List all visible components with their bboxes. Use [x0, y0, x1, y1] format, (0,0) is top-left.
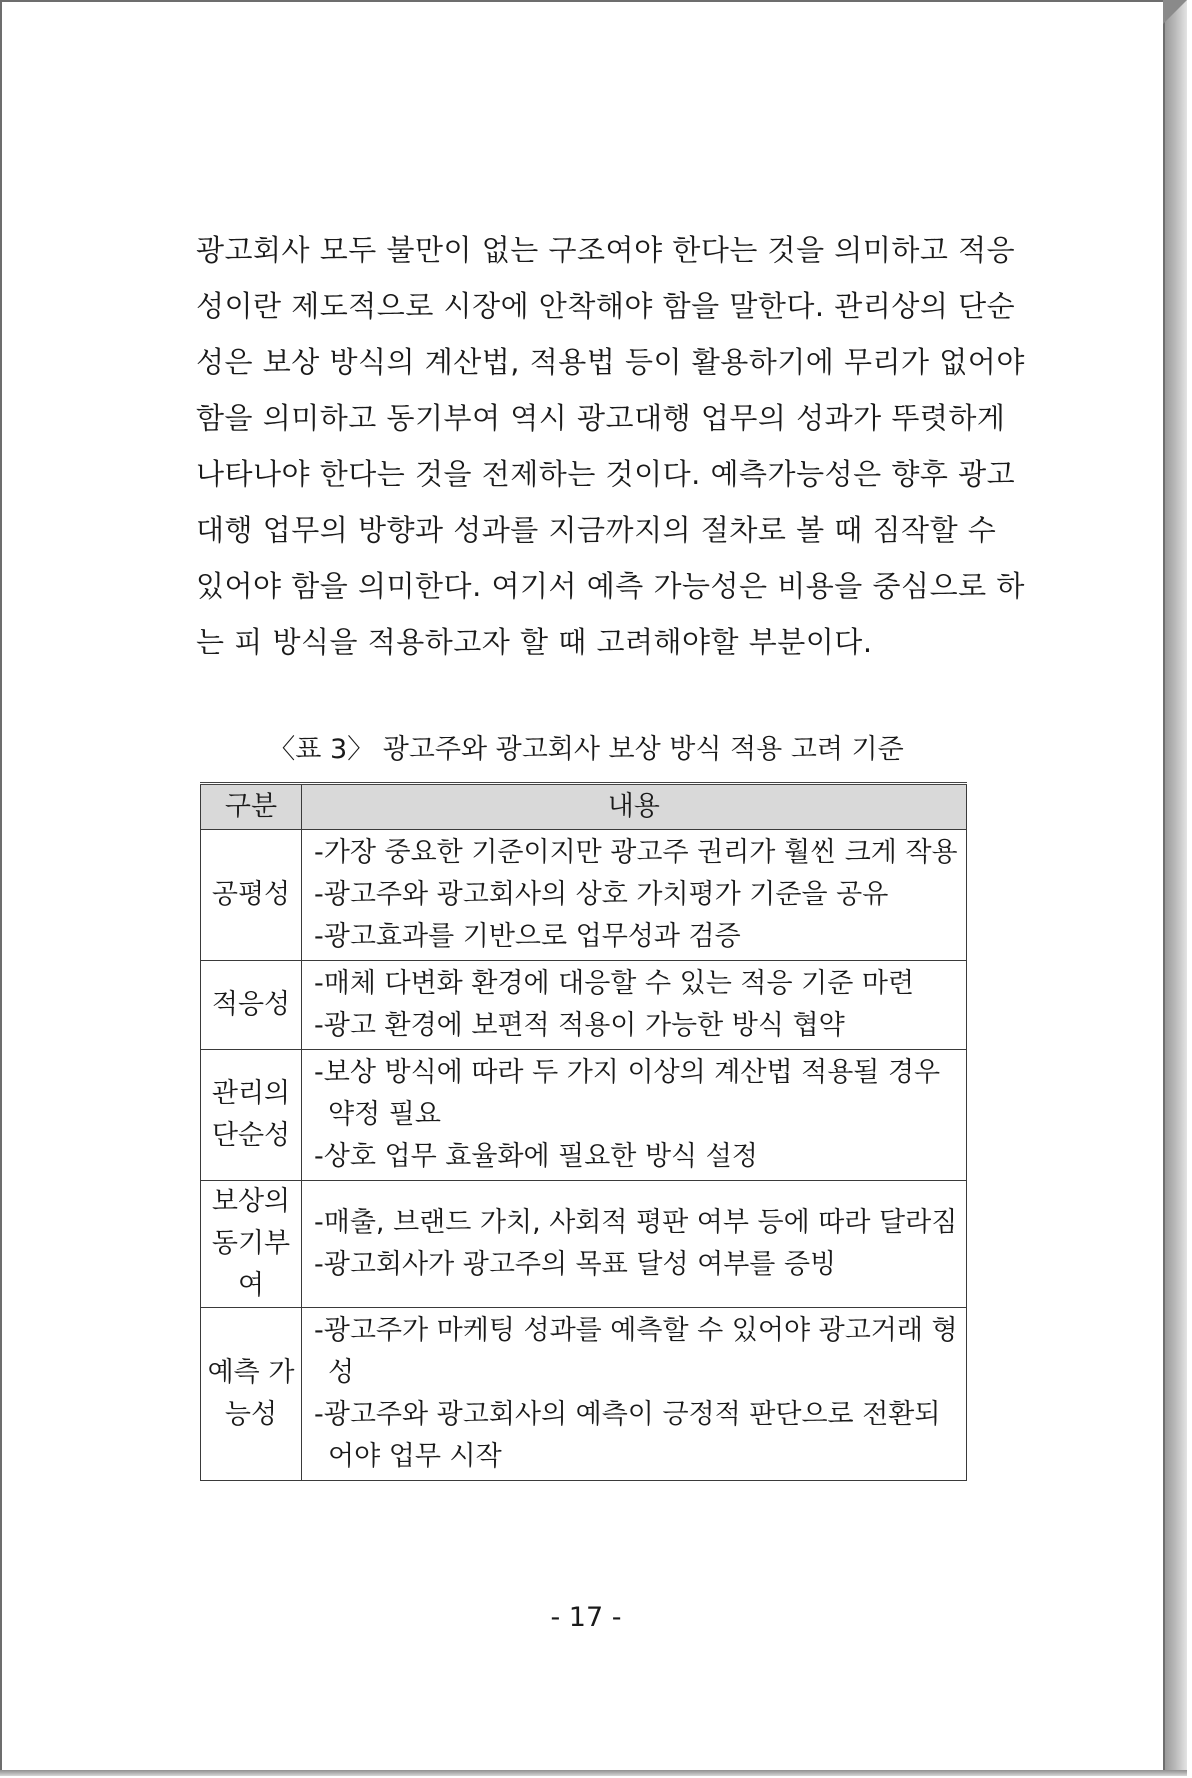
row-item: -가장 중요한 기준이지만 광고주 권리가 훨씬 크게 작용 [314, 837, 958, 868]
row-category-label: 적응성 [211, 989, 291, 1020]
row-item: -광고회사가 광고주의 목표 달성 여부를 증빙 [314, 1249, 837, 1280]
row-item: -광고주와 광고회사의 상호 가치평가 기준을 공유 [314, 879, 889, 910]
row-item: -광고주가 마케팅 성과를 예측할 수 있어야 광고거래 형성 [314, 1315, 958, 1388]
row-item: -광고 환경에 보편적 적용이 가능한 방식 협약 [314, 1010, 845, 1041]
row-content [302, 1308, 967, 1481]
row-category [201, 1181, 302, 1308]
row-category [201, 961, 302, 1050]
page-bottom-shadow [0, 1770, 1187, 1776]
row-category-label: 관리의 단순성 [211, 1078, 291, 1151]
header-category: 구분 [201, 784, 302, 830]
page-curl-shadow [1165, 0, 1187, 1774]
row-item: -광고주와 광고회사의 예측이 긍정적 판단으로 전환되어야 업무 시작 [314, 1399, 941, 1472]
body-line: 는 피 방식을 적용하고자 할 때 고려해야할 부분이다. [196, 625, 873, 659]
row-category-label: 공평성 [211, 879, 291, 910]
table-caption: 〈표 3〉 광고주와 광고회사 보상 방식 적용 고려 기준 [268, 734, 904, 765]
table-row [201, 1181, 967, 1308]
table-row [201, 830, 967, 961]
row-category-label: 예측 가능성 [207, 1357, 295, 1430]
body-line: 있어야 함을 의미한다. 여기서 예측 가능성은 비용을 중심으로 하 [196, 569, 1025, 603]
table-row [201, 961, 967, 1050]
row-item: -보상 방식에 따라 두 가지 이상의 계산법 적용될 경우 약정 필요 [314, 1057, 941, 1130]
table-row [201, 1050, 967, 1181]
row-category-label: 보상의 동기부여 [211, 1186, 291, 1301]
header-content: 내용 [302, 784, 967, 830]
row-item: -매출, 브랜드 가치, 사회적 평판 여부 등에 따라 달라짐 [314, 1207, 958, 1238]
row-category [201, 1308, 302, 1481]
body-line: 광고회사 모두 불만이 없는 구조여야 한다는 것을 의미하고 적응 [196, 233, 1016, 267]
body-line: 함을 의미하고 동기부여 역시 광고대행 업무의 성과가 뚜렷하게 [196, 401, 1006, 435]
criteria-table [200, 782, 967, 1481]
body-paragraph [196, 222, 1025, 670]
row-item: -상호 업무 효율화에 필요한 방식 설정 [314, 1141, 758, 1172]
page-number: - 17 - [550, 1602, 622, 1633]
row-item: -매체 다변화 환경에 대응할 수 있는 적응 기준 마련 [314, 968, 915, 999]
body-line: 대행 업무의 방향과 성과를 지금까지의 절차로 볼 때 짐작할 수 [196, 513, 997, 547]
row-content [302, 1050, 967, 1181]
row-category [201, 1050, 302, 1181]
row-category [201, 830, 302, 961]
row-content [302, 961, 967, 1050]
body-line: 성이란 제도적으로 시장에 안착해야 함을 말한다. 관리상의 단순 [196, 289, 1016, 323]
body-line: 성은 보상 방식의 계산법, 적용법 등이 활용하기에 무리가 없어야 [196, 345, 1025, 379]
row-item: -광고효과를 기반으로 업무성과 검증 [314, 921, 741, 952]
body-line: 나타나야 한다는 것을 전제하는 것이다. 예측가능성은 향후 광고 [196, 457, 1016, 491]
table-row [201, 1308, 967, 1481]
row-content [302, 1181, 967, 1308]
page-curl-corner [1163, 0, 1187, 24]
table-header-row [201, 784, 967, 830]
row-content [302, 830, 967, 961]
